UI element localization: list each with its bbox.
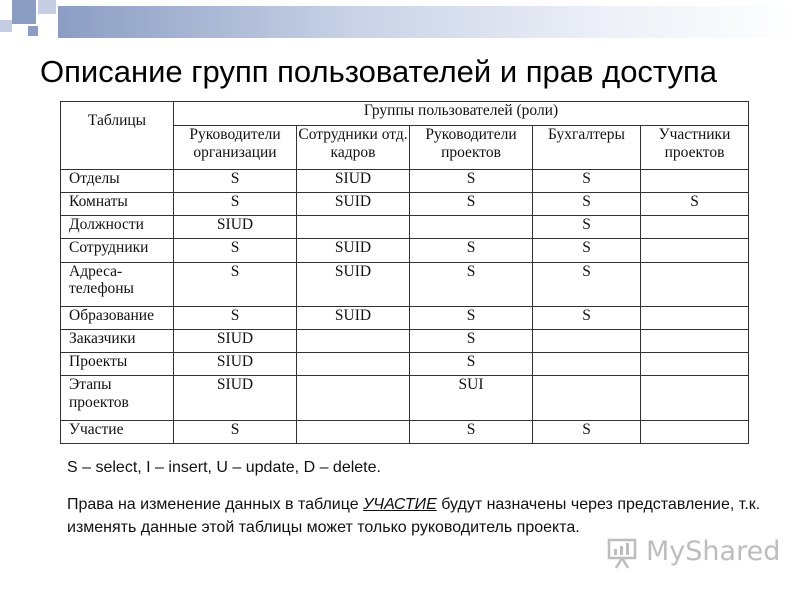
table-name-cell: Заказчики bbox=[61, 330, 174, 353]
permission-cell: SIUD bbox=[174, 376, 297, 420]
access-note bbox=[67, 494, 767, 539]
permission-cell: S bbox=[533, 170, 641, 193]
permission-cell: SUID bbox=[297, 239, 410, 262]
table-name-cell: Сотрудники bbox=[61, 239, 174, 262]
table-name-cell: Образование bbox=[61, 306, 174, 329]
permission-cell: S bbox=[533, 262, 641, 306]
permission-cell: SUI bbox=[410, 376, 533, 420]
permission-cell: S bbox=[533, 239, 641, 262]
permission-cell: SIUD bbox=[174, 330, 297, 353]
slide-title: Описание групп пользователей и прав доступа bbox=[40, 54, 718, 89]
permission-cell: S bbox=[533, 193, 641, 216]
table-row bbox=[61, 193, 749, 216]
table-row bbox=[61, 239, 749, 262]
permission-cell: S bbox=[410, 330, 533, 353]
table-row bbox=[61, 420, 749, 443]
table-row bbox=[61, 376, 749, 420]
permission-cell bbox=[641, 330, 749, 353]
table-row bbox=[61, 353, 749, 376]
permission-cell bbox=[533, 353, 641, 376]
permission-cell: S bbox=[410, 262, 533, 306]
permission-cell bbox=[297, 353, 410, 376]
table-name-cell: Участие bbox=[61, 420, 174, 443]
table-row bbox=[61, 170, 749, 193]
note-text: будут назначены через представление, т.к. изменять данные этой таблицы может только руководитель проекта. bbox=[67, 496, 761, 536]
permission-cell bbox=[297, 330, 410, 353]
table-row bbox=[61, 216, 749, 239]
user-groups-header: Группы пользователей (роли) bbox=[174, 102, 749, 126]
permission-cell bbox=[641, 376, 749, 420]
permission-cell: S bbox=[174, 420, 297, 443]
table-name-cell: Адреса-телефоны bbox=[61, 262, 174, 306]
permission-cell: S bbox=[174, 306, 297, 329]
table-row bbox=[61, 262, 749, 306]
decorative-header bbox=[0, 0, 800, 44]
decorative-square bbox=[0, 20, 12, 32]
permission-cell bbox=[641, 262, 749, 306]
role-header: Руководители проектов bbox=[410, 126, 533, 170]
decorative-square bbox=[28, 26, 38, 36]
table-name-cell: Должности bbox=[61, 216, 174, 239]
permission-cell bbox=[297, 376, 410, 420]
permission-cell bbox=[533, 376, 641, 420]
table-name-cell: Комнаты bbox=[61, 193, 174, 216]
permission-cell bbox=[297, 420, 410, 443]
decorative-square bbox=[38, 0, 56, 14]
permission-cell bbox=[533, 330, 641, 353]
permission-cell: S bbox=[174, 262, 297, 306]
permission-cell: SIUD bbox=[174, 353, 297, 376]
permission-cell bbox=[641, 306, 749, 329]
permission-cell: S bbox=[174, 170, 297, 193]
permission-cell bbox=[410, 216, 533, 239]
decorative-square bbox=[12, 0, 36, 24]
table-name-cell: Отделы bbox=[61, 170, 174, 193]
permission-cell bbox=[297, 216, 410, 239]
table-name-cell: Проекты bbox=[61, 353, 174, 376]
participation-table-name: УЧАСТИЕ bbox=[363, 496, 437, 513]
permission-cell: S bbox=[533, 420, 641, 443]
permission-cell: S bbox=[174, 193, 297, 216]
table-name-cell: Этапы проектов bbox=[61, 376, 174, 420]
permission-cell bbox=[641, 239, 749, 262]
presentation-board-icon bbox=[606, 536, 640, 570]
permission-cell: SUID bbox=[297, 262, 410, 306]
permission-cell bbox=[641, 420, 749, 443]
permission-cell: S bbox=[174, 239, 297, 262]
permission-cell: S bbox=[533, 216, 641, 239]
permission-cell bbox=[641, 170, 749, 193]
role-header: Сотрудники отд. кадров bbox=[297, 126, 410, 170]
permission-cell: S bbox=[533, 306, 641, 329]
permission-cell: S bbox=[410, 353, 533, 376]
permissions-legend: S – select, I – insert, U – update, D – delete. bbox=[67, 459, 381, 476]
permission-cell: S bbox=[410, 239, 533, 262]
role-header: Руководители организации bbox=[174, 126, 297, 170]
permission-cell: SUID bbox=[297, 193, 410, 216]
permission-cell: S bbox=[410, 193, 533, 216]
decorative-gradient-bar bbox=[58, 6, 800, 38]
permission-cell: S bbox=[641, 193, 749, 216]
permission-cell: SIUD bbox=[297, 170, 410, 193]
table-row bbox=[61, 306, 749, 329]
role-header: Участники проектов bbox=[641, 126, 749, 170]
permission-cell: SUID bbox=[297, 306, 410, 329]
tables-column-header: Таблицы bbox=[61, 102, 174, 170]
permission-cell: S bbox=[410, 306, 533, 329]
access-rights-table bbox=[60, 101, 749, 444]
note-text: Права на изменение данных в таблице bbox=[67, 496, 364, 513]
watermark bbox=[606, 536, 781, 570]
watermark-text: MyShared bbox=[646, 536, 781, 567]
permission-cell bbox=[641, 216, 749, 239]
permission-cell: S bbox=[410, 420, 533, 443]
permission-cell bbox=[641, 353, 749, 376]
table-row bbox=[61, 330, 749, 353]
permission-cell: S bbox=[410, 170, 533, 193]
permission-cell: SIUD bbox=[174, 216, 297, 239]
role-header: Бухгалтеры bbox=[533, 126, 641, 170]
